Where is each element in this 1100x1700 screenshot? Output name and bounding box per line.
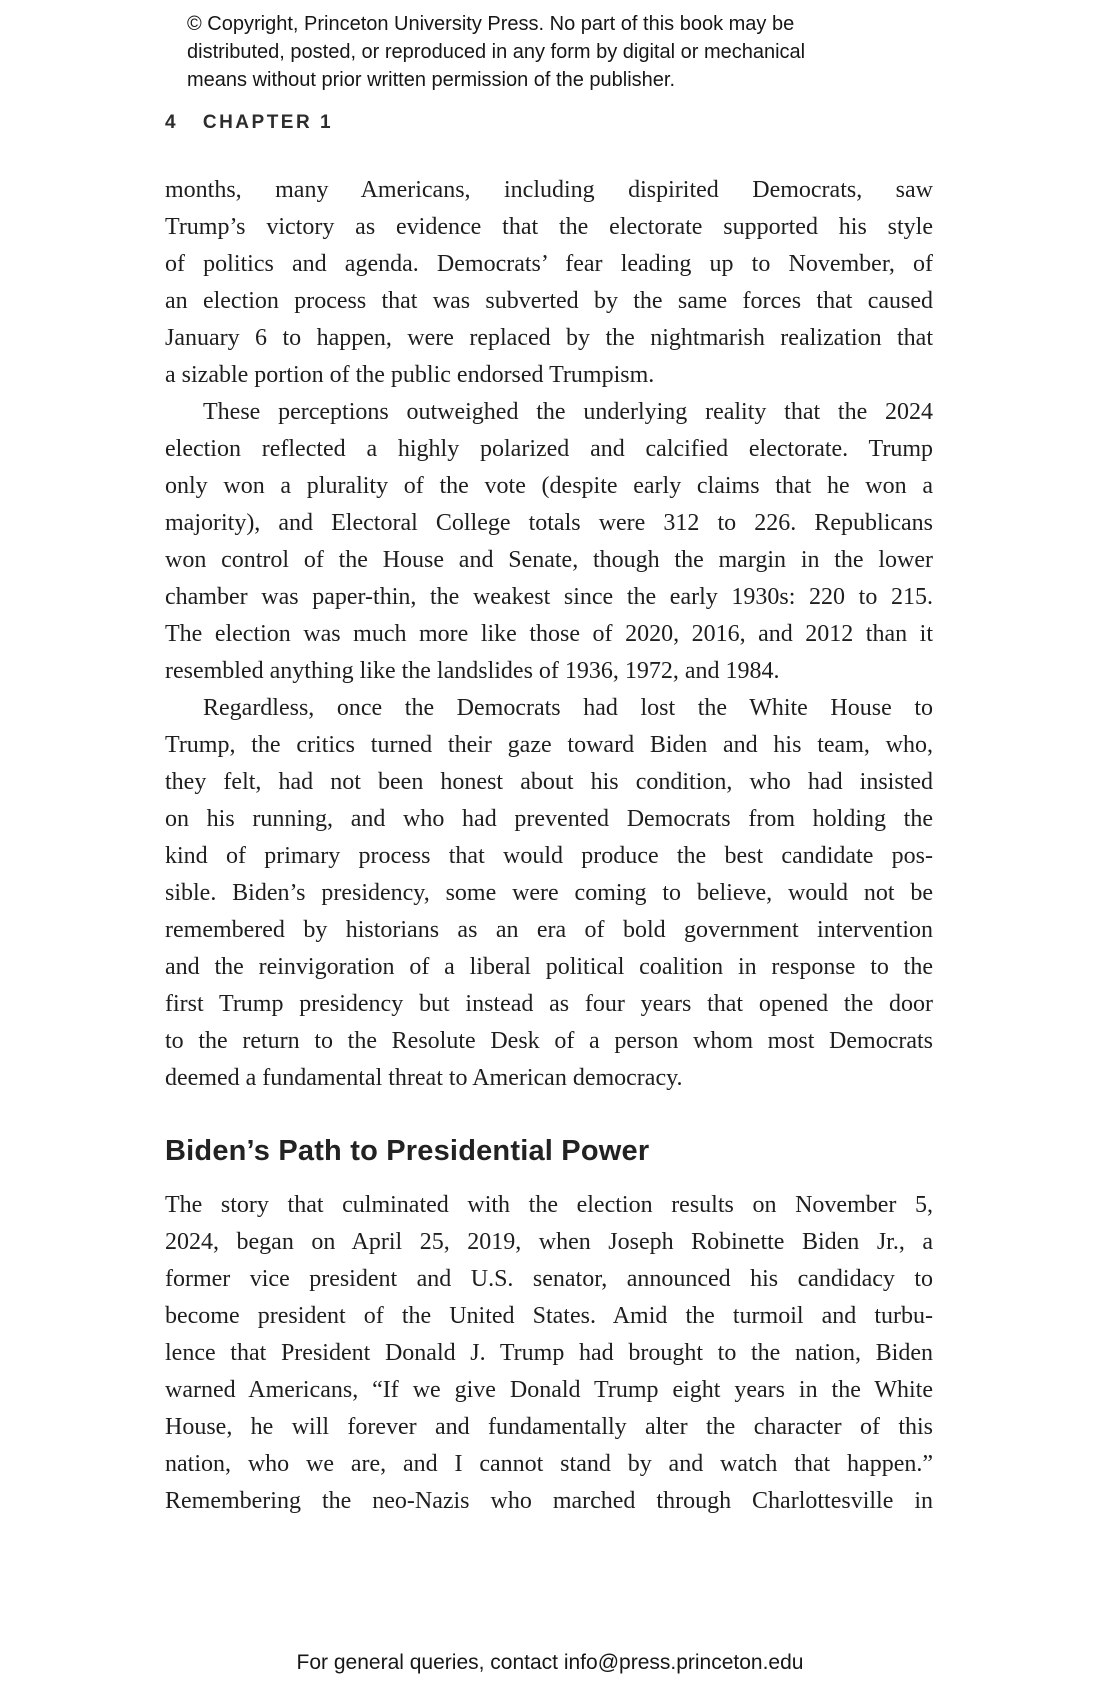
text-line: on his running, and who had prevented Democrats from holding the — [165, 806, 933, 832]
text-line: Remembering the neo-Nazis who marched through Charlottesville in — [165, 1488, 933, 1514]
text-line: Regardless, once the Democrats had lost the White House to — [203, 695, 933, 721]
text-line: they felt, had not been honest about his condition, who had insisted — [165, 769, 933, 795]
section-heading: Biden’s Path to Presidential Power — [165, 1135, 650, 1167]
text-line: The story that culminated with the election results on November 5, — [165, 1192, 933, 1218]
text-line: The election was much more like those of 2020, 2016, and 2012 than it — [165, 621, 933, 647]
text-line: won control of the House and Senate, though the margin in the lower — [165, 547, 933, 573]
text-line: to the return to the Resolute Desk of a person whom most Democrats — [165, 1028, 933, 1054]
text-line: former vice president and U.S. senator, announced his candidacy to — [165, 1266, 933, 1292]
paragraph-4 — [165, 1187, 933, 1520]
text-line: become president of the United States. Amid the turmoil and turbu- — [165, 1303, 933, 1329]
text-line: first Trump presidency but instead as four years that opened the door — [165, 991, 933, 1017]
text-line: election reflected a highly polarized and calcified electorate. Trump — [165, 436, 933, 462]
text-line: Trump, the critics turned their gaze toward Biden and his team, who, — [165, 732, 933, 758]
text-line: of politics and agenda. Democrats’ fear leading up to November, of — [165, 251, 933, 277]
text-line: Trump’s victory as evidence that the electorate supported his style — [165, 214, 933, 240]
text-line: months, many Americans, including dispirited Democrats, saw — [165, 177, 933, 203]
copyright-notice — [187, 10, 887, 94]
paragraph-1 — [165, 172, 933, 394]
text-line: resembled anything like the landslides of 1936, 1972, and 1984. — [165, 658, 780, 684]
text-line: 2024, began on April 25, 2019, when Joseph Robinette Biden Jr., a — [165, 1229, 933, 1255]
chapter-label: CHAPTER 1 — [202, 112, 334, 133]
text-line: remembered by historians as an era of bold government intervention — [165, 917, 933, 943]
text-line: an election process that was subverted by the same forces that caused — [165, 288, 933, 314]
text-line: These perceptions outweighed the underlying reality that the 2024 — [203, 399, 933, 425]
footer-contact-line: For general queries, contact info@press.princeton.edu — [296, 1651, 804, 1674]
text-line: means without prior written permission of the publisher. — [187, 69, 676, 91]
text-line: lence that President Donald J. Trump had brought to the nation, Biden — [165, 1340, 933, 1366]
text-line: © Copyright, Princeton University Press. No part of this book may be — [187, 13, 795, 35]
paragraph-3 — [165, 690, 933, 1097]
paragraph-2 — [165, 394, 933, 690]
text-line: deemed a fundamental threat to American democracy. — [165, 1065, 683, 1091]
text-line: distributed, posted, or reproduced in any form by digital or mechanical — [187, 41, 806, 63]
text-line: only won a plurality of the vote (despite early claims that he won a — [165, 473, 933, 499]
running-head — [165, 112, 333, 134]
text-line: and the reinvigoration of a liberal political coalition in response to the — [165, 954, 933, 980]
body-text-block — [165, 172, 933, 1520]
text-line: chamber was paper-thin, the weakest since the early 1930s: 220 to 215. — [165, 584, 933, 610]
text-line: House, he will forever and fundamentally alter the character of this — [165, 1414, 933, 1440]
text-line: sible. Biden’s presidency, some were coming to believe, would not be — [165, 880, 933, 906]
page-number: 4 — [165, 112, 176, 133]
text-line: a sizable portion of the public endorsed Trumpism. — [165, 362, 655, 388]
text-line: warned Americans, “If we give Donald Trump eight years in the White — [165, 1377, 933, 1403]
text-line: majority), and Electoral College totals were 312 to 226. Republicans — [165, 510, 933, 536]
text-line: January 6 to happen, were replaced by the nightmarish realization that — [165, 325, 933, 351]
text-line: nation, who we are, and I cannot stand by and watch that happen.” — [165, 1451, 933, 1477]
text-line: kind of primary process that would produce the best candidate pos- — [165, 843, 933, 869]
